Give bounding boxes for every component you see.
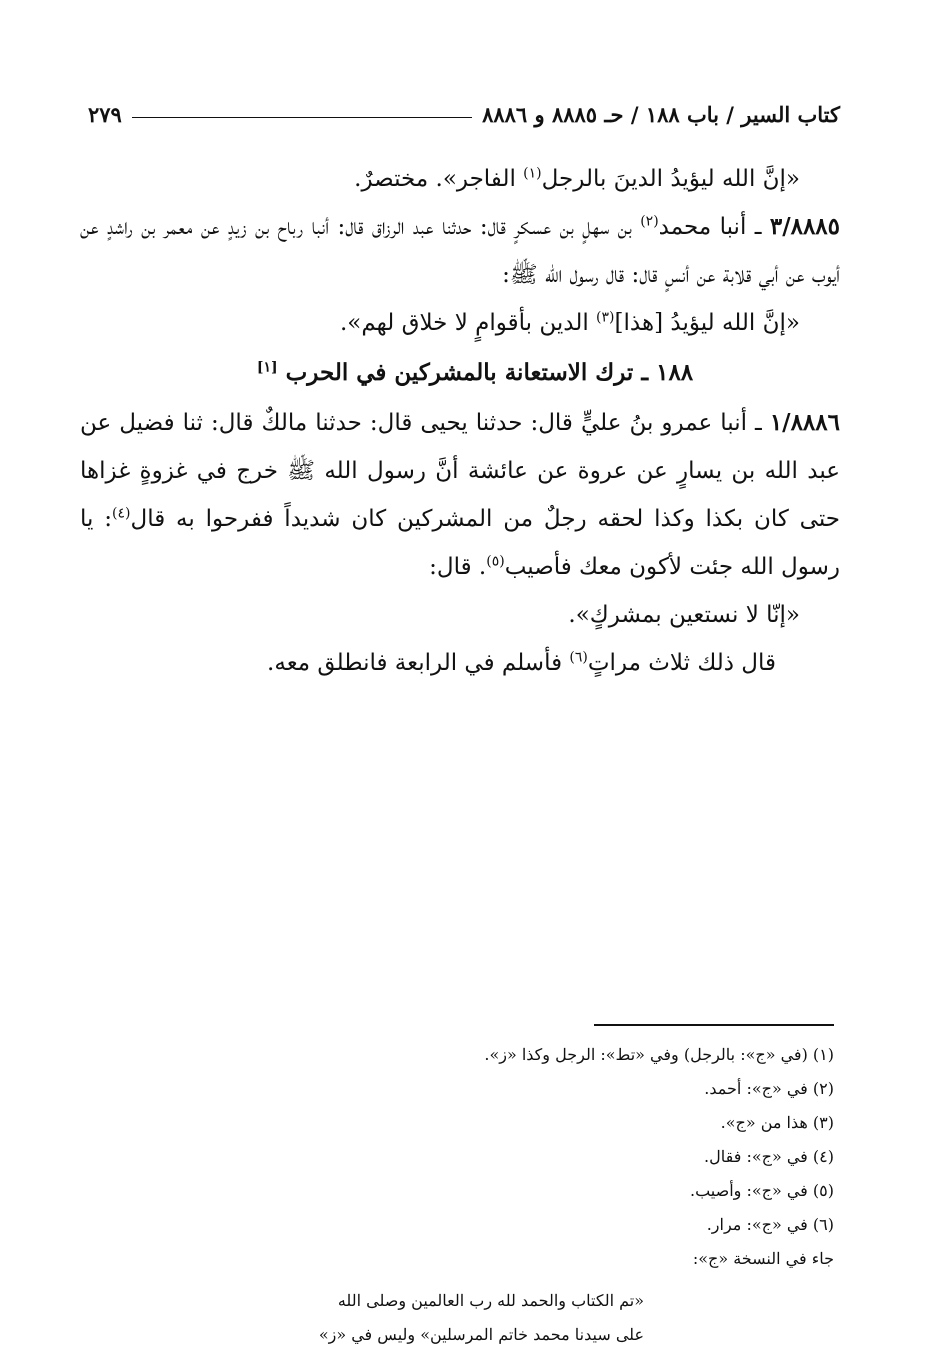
footnote-ref-3: (٣) <box>596 309 615 326</box>
footnote-2: (٢) في «ج»: أحمد. <box>704 1079 834 1098</box>
footnote-6: (٦) في «ج»: مرار. <box>706 1215 834 1234</box>
footnote-ref-1: (١) <box>523 165 542 182</box>
footnote-5: (٥) في «ج»: وأصيب. <box>689 1181 834 1200</box>
footnote-ref-5: (٥) <box>486 553 505 570</box>
footnote-ref-6: (٦) <box>569 649 588 666</box>
quote-2: «إنَّ الله ليؤيدُ [هذا]$^{(٣)}$ الدين بأقوامٍ لا خلاق لهم». <box>339 309 800 336</box>
quote-1: «إنَّ الله ليؤيدُ الدينَ بالرجل$^{(١)}$ الفاجر». مختصرٌ. <box>354 165 800 192</box>
footnote-ref-2: (٢) <box>640 213 659 230</box>
chapter-heading-note: [١] <box>256 359 278 376</box>
footnote-3: (٣) هذا من «ج». <box>720 1113 834 1132</box>
chapter-heading: ١٨٨ ـ ترك الاستعانة بالمشركين في الحرب [١] <box>256 359 694 386</box>
footnotes <box>120 1038 834 1352</box>
footnote-1: (١) (في «ج»: بالرجل) وفي «تط»: الرجل وكذا «ز». <box>484 1045 834 1064</box>
footnote-separator <box>594 1024 834 1026</box>
footnote-manuscript-note: جاء في النسخة «ج»: <box>692 1249 834 1268</box>
hadith-number: ٣/٨٨٨٥ <box>769 213 841 240</box>
main-text <box>80 155 840 687</box>
quote-3: «إنّا لا نستعين بمشركٍ». <box>568 602 800 628</box>
running-head-rule <box>132 117 472 118</box>
hadith-8885: ٣/٨٨٨٥ ـ أنبا محمد$^{(٢)}$ بن سهلٍ بن عسكرٍ قال: حدثنا عبد الرزاق قال: أنبا رباح بن زيدٍ عن معمر بن راشدٍ عن أيوب عن أبي قلابة عن أنسٍ قال: قال رسول الله ﷺ: <box>80 213 841 288</box>
running-head-title: كتاب السير / باب ١٨٨ / حـ ٨٨٨٥ و ٨٨٨٦ <box>482 101 840 127</box>
page-number: ٢٧٩ <box>88 101 122 127</box>
colophon-line-1: «تم الكتاب والحمد لله رب العالمين وصلى الله <box>337 1291 644 1310</box>
footnote-4: (٤) في «ج»: فقال. <box>704 1147 834 1166</box>
closing-line: قال ذلك ثلاث مراتٍ$^{(٦)}$ فأسلم في الرابعة فانطلق معه. <box>267 649 776 676</box>
colophon-line-2: على سيدنا محمد خاتم المرسلين» وليس في «ز» <box>318 1325 644 1344</box>
hadith-8886: ١/٨٨٨٦ ـ أنبا عمرو بنُ عليٍّ قال: حدثنا يحيى قال: حدثنا مالكٌ قال: ثنا فضيل عن عبد الله بن يسارٍ عن عروة عن عائشة أنَّ رسول الله ﷺ خرج في غزوةٍ غزاها حتى كان بكذا وكذا لحقه رجلٌ من المشركين كان شديداً ففرحوا به قال$^{(٤)}$: يا رسول الله جئت لأكون معك فأصيب$^{(٥)}$. قال: <box>80 409 840 580</box>
running-head <box>88 96 840 132</box>
hadith-number: ١/٨٨٨٦ <box>769 409 840 436</box>
footnote-ref-4: (٤) <box>112 505 131 522</box>
